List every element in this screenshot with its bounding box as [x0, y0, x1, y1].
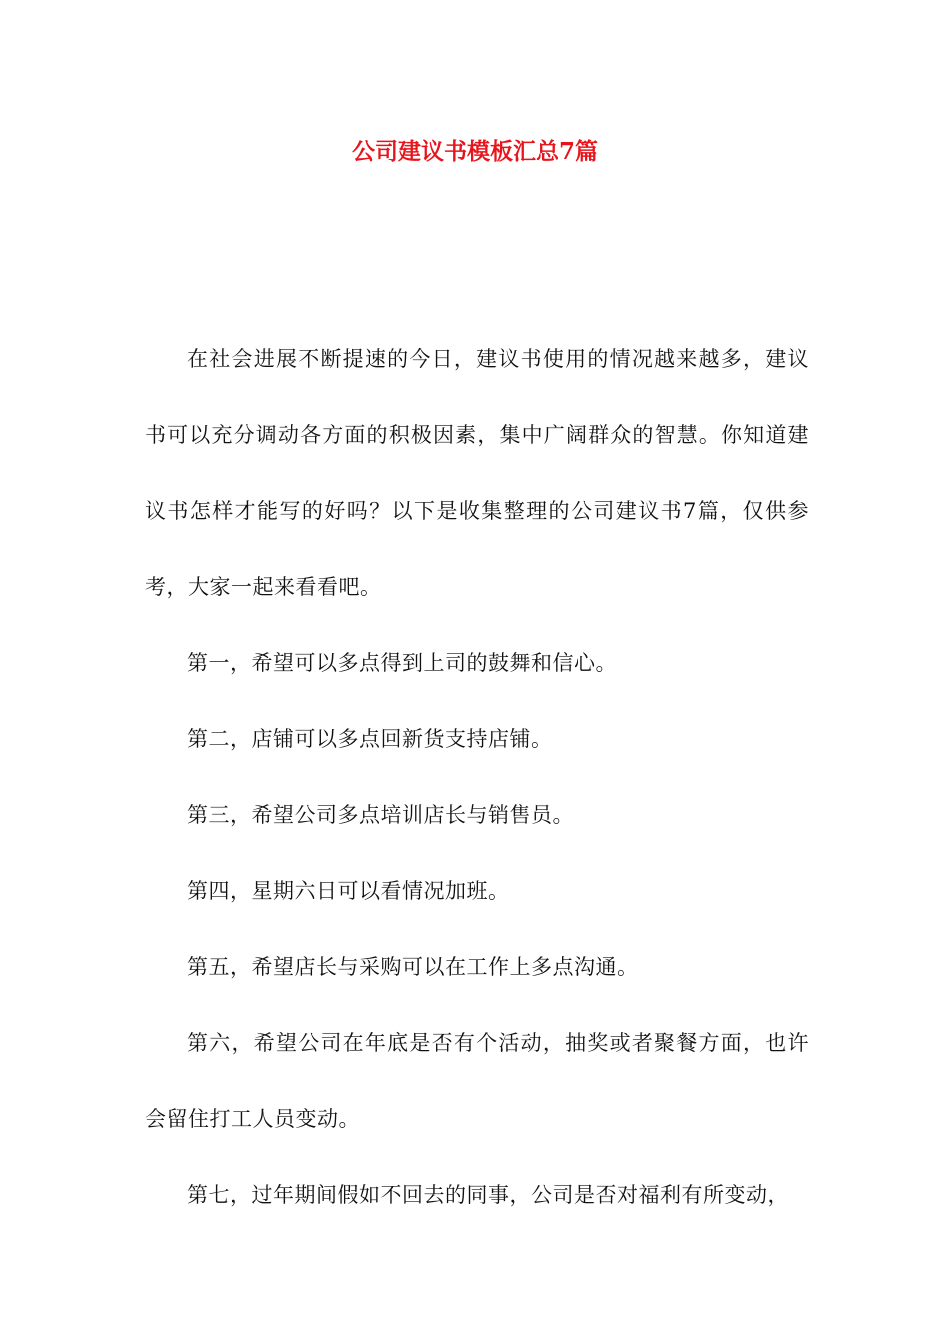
- suggestion-1: 第一，希望可以多点得到上司的鼓舞和信心。: [187, 651, 617, 675]
- suggestion-3: 第三，希望公司多点培训店长与销售员。: [187, 803, 574, 827]
- suggestion-4: 第四，星期六日可以看情况加班。: [187, 879, 510, 903]
- intro-paragraph: 在社会进展不断提速的今日，建议书使用的情况越来越多，建议书可以充分调动各方面的积极因素，集中广阔群众的智慧。你知道建议书怎样才能写的好吗？以下是收集整理的公司建议书7篇，仅供参考，大家一起来看看吧。: [145, 347, 809, 599]
- suggestion-6: 第六，希望公司在年底是否有个活动，抽奖或者聚餐方面，也许会留住打工人员变动。: [145, 1031, 809, 1131]
- suggestion-2: 第二，店铺可以多点回新货支持店铺。: [187, 727, 553, 751]
- document-body: [145, 321, 809, 1233]
- document-title: 公司建议书模板汇总7篇: [351, 138, 598, 165]
- suggestion-5: 第五，希望店长与采购可以在工作上多点沟通。: [187, 955, 639, 979]
- suggestion-7: 第七，过年期间假如不回去的同事，公司是否对福利有所变动，: [187, 1183, 789, 1207]
